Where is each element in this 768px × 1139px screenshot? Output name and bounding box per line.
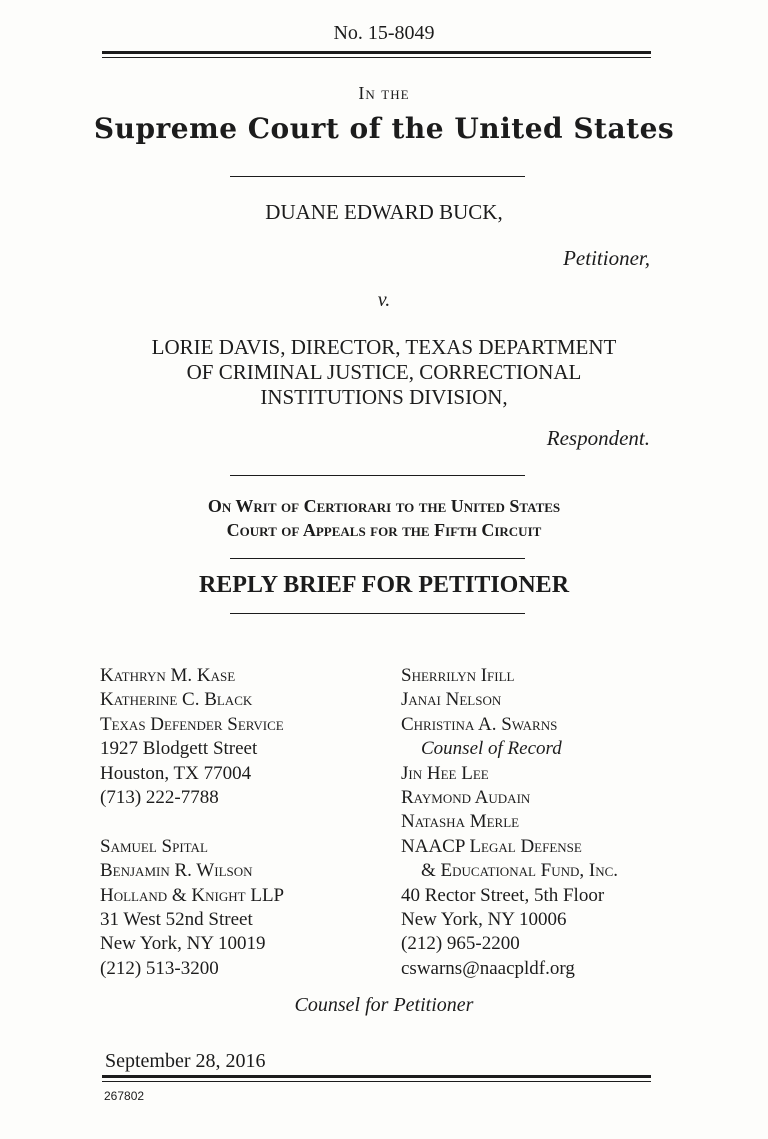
respondent-line-3: INSTITUTIONS DIVISION,	[260, 385, 508, 409]
counsel-name: Jin Hee Lee	[401, 762, 489, 784]
counsel-phone: (212) 965-2200	[401, 933, 520, 955]
respondent-line-1: LORIE DAVIS, DIRECTOR, TEXAS DEPARTMENT	[151, 335, 617, 359]
counsel-address: 31 West 52nd Street	[100, 909, 253, 931]
top-rule-thin	[102, 57, 651, 58]
counsel-email[interactable]: cswarns@naacpldf.org	[401, 957, 575, 979]
writ-line-1: On Writ of Certiorari to the United States	[207, 496, 561, 516]
bottom-rule-thin	[102, 1081, 651, 1082]
divider-2	[230, 475, 525, 476]
counsel-name: Kathryn M. Kase	[100, 665, 236, 686]
divider-1	[230, 176, 525, 177]
counsel-city: Houston, TX 77004	[100, 762, 252, 784]
counsel-name: Sherrilyn Ifill	[401, 665, 515, 686]
brief-title: REPLY BRIEF FOR PETITIONER	[198, 572, 570, 598]
counsel-for: Counsel for Petitioner	[294, 994, 474, 1016]
counsel-name: Natasha Merle	[401, 811, 520, 833]
petitioner-name: DUANE EDWARD BUCK,	[265, 200, 503, 224]
counsel-address: 1927 Blodgett Street	[100, 738, 258, 760]
counsel-right	[401, 664, 618, 981]
counsel-org-cont: & Educational Fund, Inc.	[421, 860, 619, 882]
writ-line-2: Court of Appeals for the Fifth Circuit	[226, 520, 542, 540]
counsel-org: Texas Defender Service	[100, 713, 284, 735]
divider-3	[230, 558, 525, 559]
court-intro: In the	[358, 83, 410, 103]
counsel-name: Christina A. Swarns	[401, 713, 558, 735]
counsel-name: Raymond Audain	[401, 787, 531, 809]
respondent-role: Respondent.	[546, 426, 650, 450]
counsel-phone: (713) 222-7788	[100, 787, 219, 809]
versus: v.	[377, 289, 391, 311]
respondent-line-2: OF CRIMINAL JUSTICE, CORRECTIONAL	[186, 360, 582, 384]
counsel-left	[100, 664, 284, 981]
counsel-org: NAACP Legal Defense	[401, 835, 582, 857]
counsel-name: Samuel Spital	[100, 835, 208, 857]
counsel-city: New York, NY 10006	[401, 909, 567, 931]
counsel-address: 40 Rector Street, 5th Floor	[401, 884, 605, 906]
bottom-rule-thick	[102, 1075, 651, 1078]
counsel-org: Holland & Knight LLP	[100, 884, 285, 906]
counsel-city: New York, NY 10019	[100, 933, 266, 955]
job-number: 267802	[104, 1089, 145, 1103]
petitioner-role: Petitioner,	[563, 246, 650, 270]
court-name: Supreme Court of the United States	[93, 112, 675, 145]
counsel-name: Janai Nelson	[401, 689, 502, 711]
top-rule-thick	[102, 51, 651, 54]
counsel-phone: (212) 513-3200	[100, 957, 219, 979]
counsel-name: Katherine C. Black	[100, 689, 253, 711]
docket-number: No. 15-8049	[333, 22, 435, 44]
filing-date: September 28, 2016	[105, 1050, 266, 1072]
divider-4	[230, 613, 525, 614]
counsel-name: Benjamin R. Wilson	[100, 860, 253, 882]
counsel-of-record: Counsel of Record	[421, 738, 562, 760]
